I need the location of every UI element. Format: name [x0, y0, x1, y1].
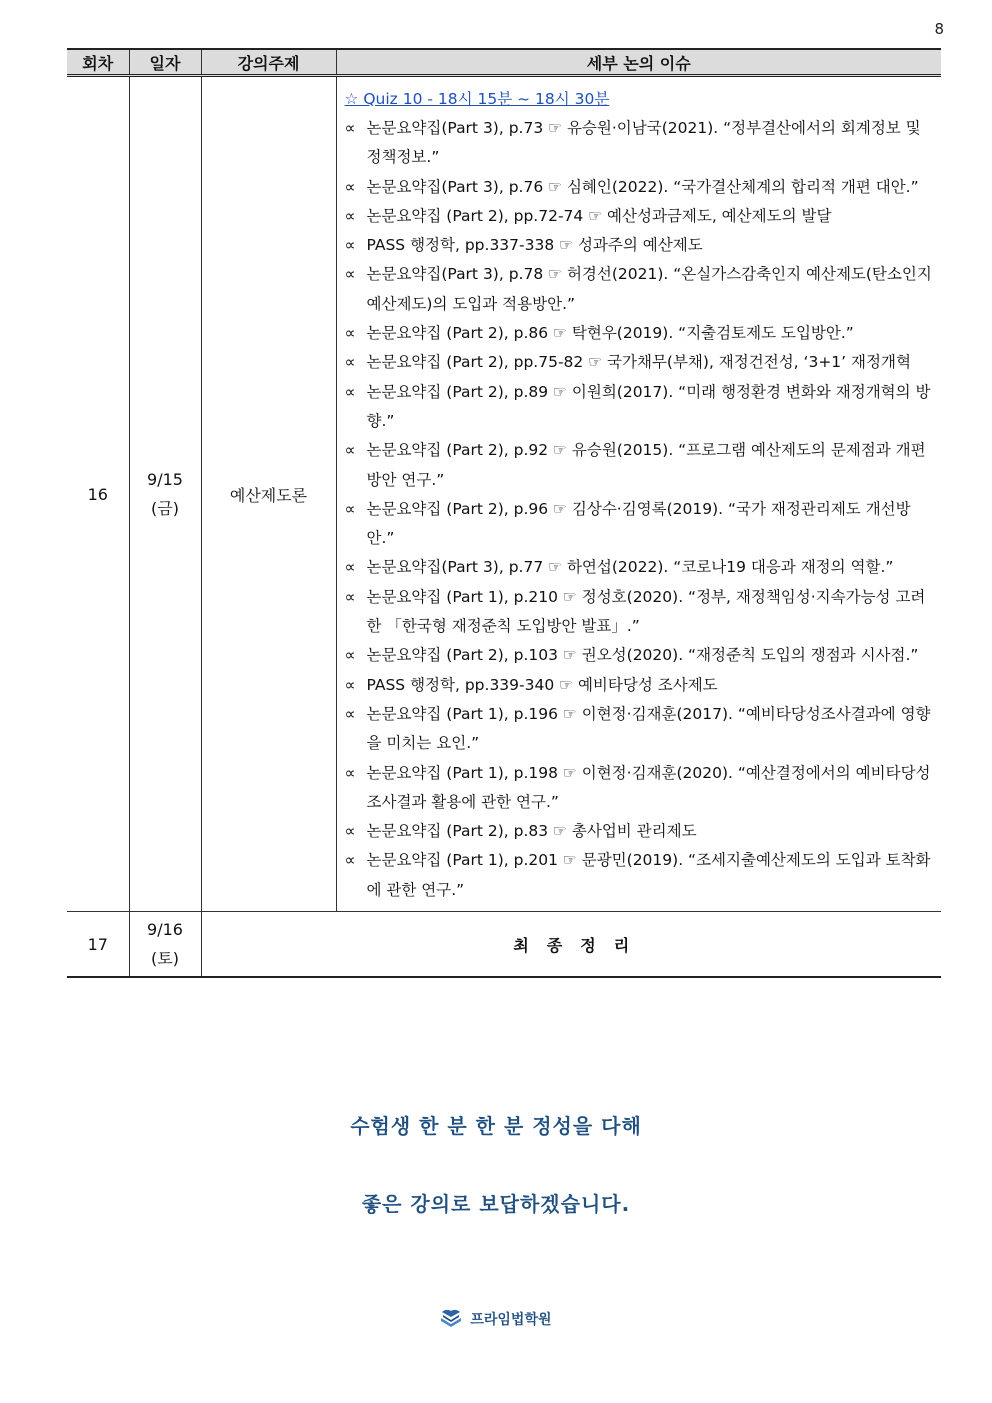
issue-text: PASS 행정학, pp.337-338 ☞ 성과주의 예산제도 — [366, 236, 703, 255]
academy-logo — [0, 1309, 992, 1331]
issue-item — [345, 759, 938, 818]
lecture-schedule-table — [67, 48, 941, 978]
issue-text: 논문요약집 (Part 2), p.103 ☞ 권오성(2020). “재정준칙 도입의 쟁점과 시사점.” — [366, 646, 919, 665]
final-review-text: 최종정리 — [513, 935, 648, 955]
issue-text: 논문요약집(Part 3), p.78 ☞ 허경선(2021). “온실가스감축인지 예산제도(탄소인지 예산제도)의 도입과 적용방안.” — [366, 265, 932, 313]
table-row — [67, 912, 941, 978]
bullet-icon: ∝ — [344, 499, 356, 518]
closing-message-line1: 수험생 한 분 한 분 정성을 다해 — [350, 1114, 642, 1138]
header-date: 일자 — [129, 49, 201, 76]
issue-item — [345, 641, 938, 670]
logo-text: 프라임법학원 — [470, 1312, 552, 1328]
issue-text: 논문요약집 (Part 2), pp.75-82 ☞ 국가채무(부채), 재정건전성, ‘3+1’ 재정개혁 — [366, 353, 911, 372]
table-header-row — [67, 49, 941, 76]
final-review-cell — [201, 912, 941, 978]
issue-text: 논문요약집(Part 3), p.76 ☞ 심혜인(2022). “국가결산체계의 합리적 개편 대안.” — [366, 177, 919, 196]
date-cell — [129, 912, 201, 978]
issue-item — [345, 495, 938, 554]
issues-cell — [336, 76, 941, 912]
issue-text: 논문요약집(Part 3), p.73 ☞ 유승원·이남국(2021). “정부결산에서의 회계정보 및 정책정보.” — [366, 119, 921, 167]
issue-item — [345, 173, 938, 202]
date-cell — [129, 76, 201, 912]
quiz-schedule: ☆ Quiz 10 - 18시 15분 ~ 18시 30분 — [344, 90, 610, 108]
date-text: 9/16 — [147, 920, 183, 940]
day-text: (토) — [151, 949, 179, 969]
issue-text: 논문요약집 (Part 2), p.92 ☞ 유승원(2015). “프로그램 예산제도의 문제점과 개편방안 연구.” — [366, 441, 926, 489]
issue-text: 논문요약집 (Part 1), p.196 ☞ 이현정·김재훈(2017). “예비타당성조사결과에 영향을 미치는 요인.” — [366, 704, 931, 753]
issue-item — [345, 114, 938, 173]
topic-cell: 예산제도론 — [201, 76, 336, 912]
bullet-icon: ∝ — [344, 353, 356, 372]
issue-item — [345, 583, 938, 642]
bullet-icon: ∝ — [344, 704, 356, 723]
bullet-icon: ∝ — [344, 675, 356, 694]
bullet-icon: ∝ — [344, 265, 356, 284]
issue-text: 논문요약집 (Part 2), pp.72-74 ☞ 예산성과금제도, 예산제도의 발달 — [366, 206, 832, 225]
bullet-icon: ∝ — [344, 558, 356, 577]
date-text: 9/15 — [147, 470, 183, 489]
bullet-icon: ∝ — [344, 763, 356, 782]
issue-item — [345, 671, 938, 700]
issue-text: 논문요약집 (Part 1), p.198 ☞ 이현정·김재훈(2020). “예산결정에서의 예비타당성 조사결과 활용에 관한 연구.” — [366, 763, 931, 811]
issue-text: 논문요약집 (Part 2), p.86 ☞ 탁현우(2019). “지출검토제도 도입방안.” — [366, 324, 854, 343]
header-issues: 세부 논의 이슈 — [336, 49, 941, 76]
page-number: 8 — [934, 20, 944, 38]
session-number: 17 — [67, 912, 129, 978]
issue-text: 논문요약집 (Part 1), p.201 ☞ 문광민(2019). “조세지출예산제도의 도입과 토착화에 관한 연구.” — [366, 851, 931, 899]
issue-text: PASS 행정학, pp.339-340 ☞ 예비타당성 조사제도 — [366, 675, 718, 694]
bullet-icon: ∝ — [344, 206, 356, 225]
issue-text: 논문요약집 (Part 1), p.210 ☞ 정성호(2020). “정부, 재정책임성·지속가능성 고려한 「한국형 재정준칙 도입방안 발표」.” — [366, 587, 926, 636]
issue-item — [345, 260, 938, 319]
header-topic: 강의주제 — [201, 49, 336, 76]
bullet-icon: ∝ — [344, 646, 356, 665]
bullet-icon: ∝ — [344, 851, 356, 870]
header-session: 회차 — [67, 49, 129, 76]
issue-item — [345, 319, 938, 348]
issue-list — [345, 114, 938, 905]
bullet-icon: ∝ — [344, 441, 356, 460]
issue-item — [345, 700, 938, 759]
bullet-icon: ∝ — [344, 822, 356, 841]
issue-item — [345, 348, 938, 377]
issue-item — [345, 202, 938, 231]
bullet-icon: ∝ — [344, 119, 356, 137]
issue-item — [345, 817, 938, 846]
session-number: 16 — [67, 76, 129, 912]
issue-text: 논문요약집(Part 3), p.77 ☞ 하연섭(2022). “코로나19 대응과 재정의 역할.” — [366, 558, 894, 577]
issue-item — [345, 378, 938, 437]
book-icon — [440, 1309, 462, 1331]
issue-item — [345, 846, 938, 905]
issue-item — [345, 231, 938, 260]
day-text: (금) — [151, 499, 179, 518]
issue-item — [345, 436, 938, 495]
issue-text: 논문요약집 (Part 2), p.89 ☞ 이원희(2017). “미래 행정환경 변화와 재정개혁의 방향.” — [366, 382, 931, 430]
issue-text: 논문요약집 (Part 2), p.96 ☞ 김상수·김영록(2019). “국가 재정관리제도 개선방안.” — [366, 499, 911, 548]
bullet-icon: ∝ — [344, 177, 356, 196]
bullet-icon: ∝ — [344, 382, 356, 401]
issue-item — [345, 553, 938, 582]
bullet-icon: ∝ — [344, 236, 356, 255]
bullet-icon: ∝ — [344, 324, 356, 343]
closing-message-line2: 좋은 강의로 보답하겠습니다. — [361, 1192, 631, 1216]
bullet-icon: ∝ — [344, 587, 356, 606]
table-row — [67, 76, 941, 912]
issue-text: 논문요약집 (Part 2), p.83 ☞ 총사업비 관리제도 — [366, 822, 697, 841]
